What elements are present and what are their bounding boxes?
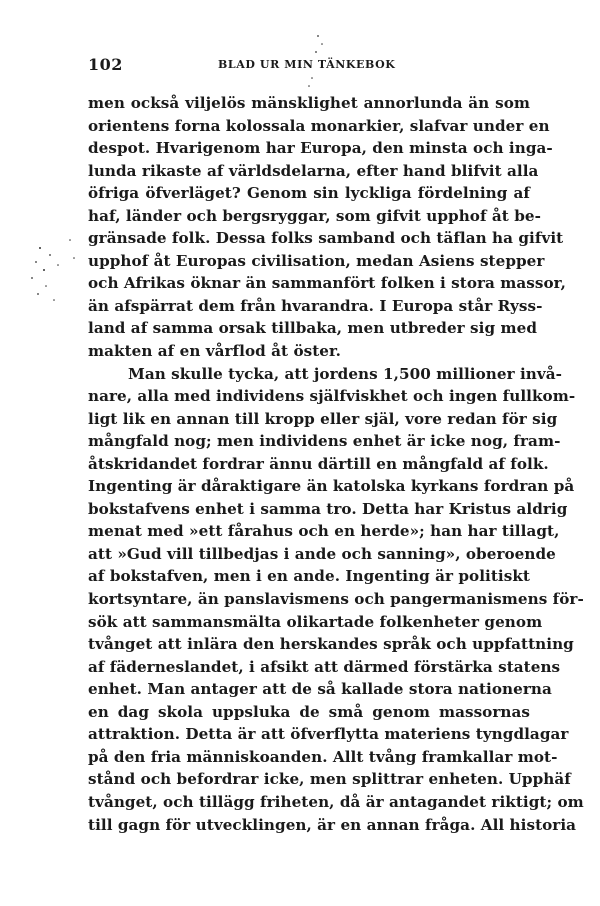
text-line: att »Gud vill tillbedjas i ande och sanning», oberoende bbox=[88, 544, 556, 563]
text-line: stånd och befordrar icke, men splittrar enheten. Upphäf bbox=[88, 770, 571, 789]
text-line: nare, alla med individens själfviskhet och ingen fullkom- bbox=[88, 387, 576, 406]
text-line: af fäderneslandet, i afsikt att därmed förstärka statens bbox=[88, 657, 561, 676]
speck bbox=[39, 247, 41, 249]
speck bbox=[73, 257, 75, 259]
paragraph-start-line: Man skulle tycka, att jordens 1,500 millioner invå- bbox=[128, 364, 563, 383]
speck bbox=[49, 254, 51, 256]
speck bbox=[53, 299, 55, 301]
speck bbox=[308, 85, 310, 87]
text-line: till gagn för utvecklingen, är en annan fråga. All historia bbox=[88, 815, 577, 834]
text-line: enhet. Man antager att de så kallade stora nationerna bbox=[88, 680, 552, 699]
text-line: orientens forna kolossala monarkier, slafvar under en bbox=[88, 116, 550, 135]
text-line: en dag skola uppsluka de små genom massornas bbox=[88, 702, 530, 721]
speck bbox=[321, 43, 323, 45]
text-line: haf, länder och bergsryggar, som gifvit upphof åt be- bbox=[88, 206, 541, 225]
text-line: öfriga öfverläget? Genom sin lyckliga fördelning af bbox=[88, 184, 530, 203]
text-line: tvånget, och tillägg friheten, då är antagandet riktigt; om bbox=[88, 792, 584, 811]
text-line: attraktion. Detta är att öfverflytta materiens tyngdlagar bbox=[88, 725, 569, 744]
text-line: mångfald nog; men individens enhet är icke nog, fram- bbox=[88, 432, 561, 451]
text-line: land af samma orsak tillbaka, men utbreder sig med bbox=[88, 319, 537, 338]
speck bbox=[315, 51, 317, 53]
text-line: sök att sammansmälta olikartade folkenheter genom bbox=[88, 612, 543, 631]
body-text bbox=[88, 92, 584, 836]
text-line: och Afrikas öknar än sammanfört folken i stora massor, bbox=[88, 274, 566, 293]
speck bbox=[35, 261, 37, 263]
text-line: gränsade folk. Dessa folks samband och täflan ha gifvit bbox=[88, 229, 564, 248]
page-number: 102 bbox=[88, 55, 123, 74]
text-line: men också viljelös mänsklighet annorlunda än som bbox=[88, 94, 530, 112]
speck bbox=[69, 239, 71, 241]
text-line: menat med »ett fårahus och en herde»; han har tillagt, bbox=[88, 522, 560, 541]
speck bbox=[317, 35, 319, 37]
text-line: på den fria människoanden. Allt tvång framkallar mot- bbox=[88, 747, 558, 766]
running-title: BLAD UR MIN TÄNKEBOK bbox=[218, 58, 396, 71]
text-line: åtskridandet fordrar ännu därtill en mångfald af folk. bbox=[88, 454, 549, 473]
text-line: lunda rikaste af världsdelarna, efter hand blifvit alla bbox=[88, 161, 539, 180]
text-line: kortsyntare, än panslavismens och pangermanismens för- bbox=[88, 590, 584, 609]
text-line: Ingenting är dåraktigare än katolska kyrkans fordran på bbox=[88, 477, 575, 496]
speck bbox=[37, 293, 39, 295]
text-line: despot. Hvarigenom har Europa, den minsta och inga- bbox=[88, 139, 553, 158]
text-line: ligt lik en annan till kropp eller själ, vore redan för sig bbox=[88, 409, 558, 428]
speck bbox=[57, 264, 59, 266]
text-line: tvånget att inlära den herskandes språk och uppfattning bbox=[88, 635, 574, 654]
text-line: af bokstafven, men i en ande. Ingenting är politiskt bbox=[88, 567, 530, 586]
speck bbox=[45, 285, 47, 287]
paragraph-end-line: makten af en vårflod åt öster. bbox=[88, 342, 341, 361]
text-line: än afspärrat dem från hvarandra. I Europa står Ryss- bbox=[88, 296, 543, 315]
speck bbox=[43, 269, 45, 271]
speck bbox=[31, 277, 33, 279]
page-header bbox=[88, 55, 530, 79]
text-line: upphof åt Europas civilisation, medan Asiens stepper bbox=[88, 251, 545, 270]
text-line: bokstafvens enhet i samma tro. Detta har Kristus aldrig bbox=[88, 499, 568, 518]
